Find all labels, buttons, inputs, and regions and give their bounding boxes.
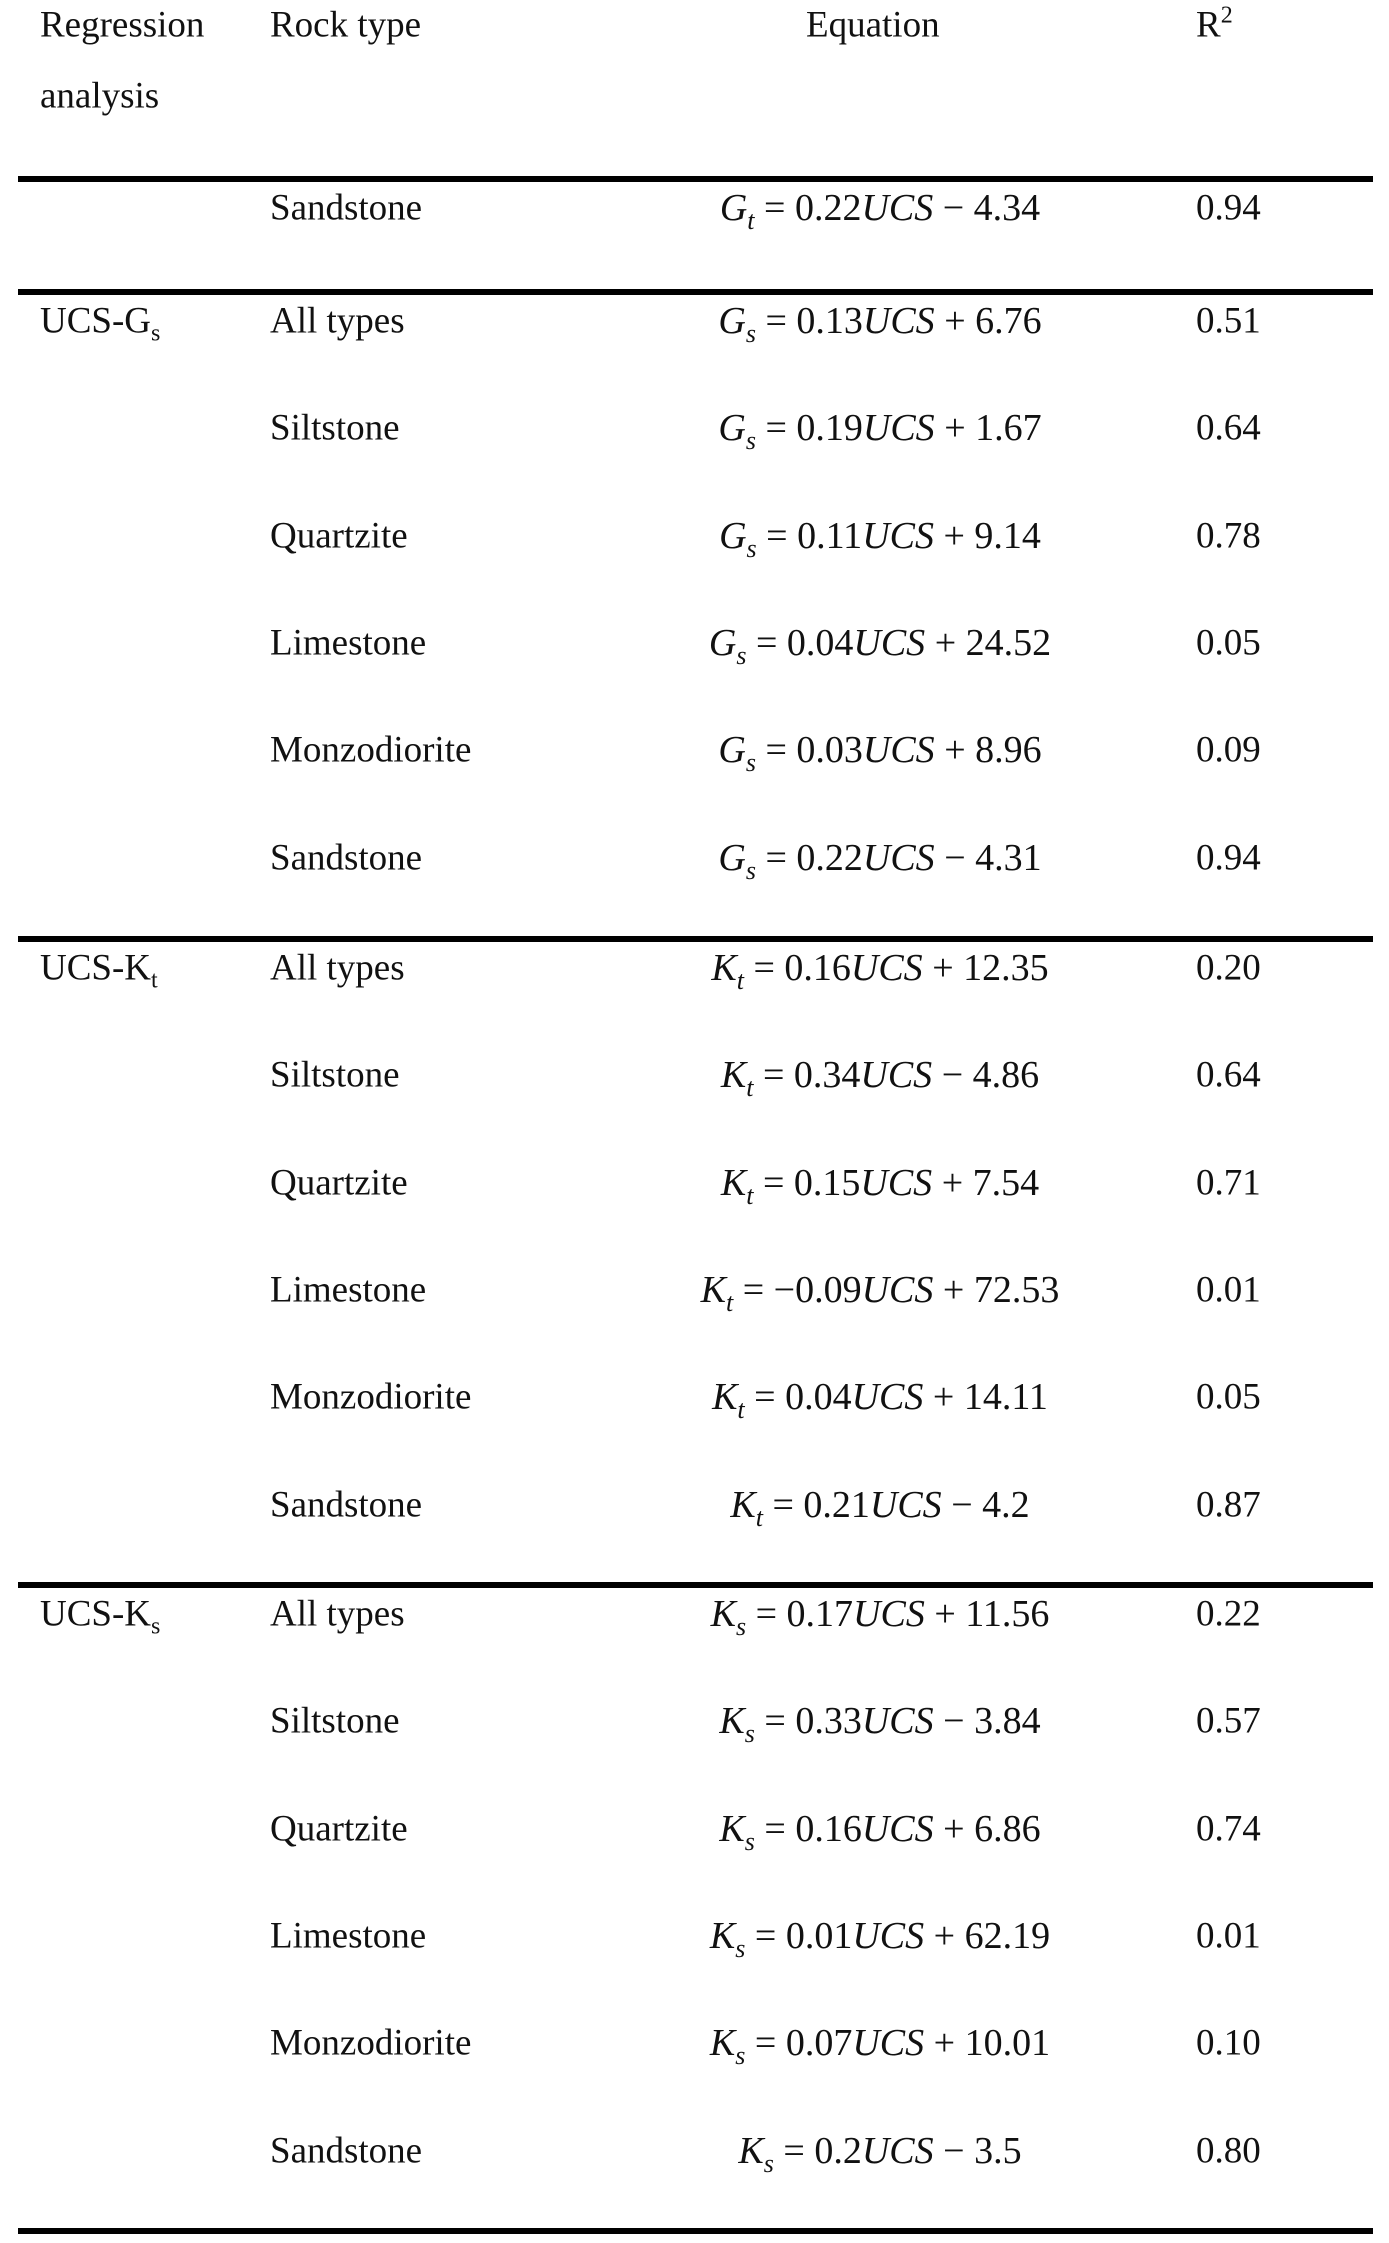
equation-constant: 6.86 — [974, 1807, 1041, 1850]
r2-superscript: 2 — [1220, 2, 1233, 29]
equation-cell: $K_s = 0.17UCS + 11.56$ — [710, 1593, 1050, 1641]
table-bottom-rule — [18, 2228, 1373, 2234]
rock-type-cell: Limestone — [270, 1269, 427, 1311]
label-base: UCS-G — [40, 300, 152, 342]
equation-cell: $G_t = 0.22UCS - 4.34$ — [719, 187, 1041, 235]
r2-cell: 0.80 — [1196, 2130, 1261, 2171]
equation-operator: + — [934, 1593, 956, 1635]
regression-analysis-label — [40, 947, 158, 994]
equation-constant: 4.2 — [982, 1483, 1030, 1526]
header-rock-type: Rock type — [270, 4, 422, 46]
rock-type-cell: Sandstone — [270, 187, 423, 229]
equation-cell: $K_t = 0.34UCS - 4.86$ — [720, 1054, 1040, 1103]
equation-subscript: s — [735, 2041, 746, 2071]
rock-type-cell: Sandstone — [270, 2130, 423, 2171]
label-subscript: s — [151, 320, 161, 347]
equation-operator: + — [932, 947, 954, 989]
equation-ucs-symbol: UCS — [853, 621, 926, 664]
equation-cell: $G_s = 0.22UCS - 4.31$ — [718, 836, 1042, 885]
equation-coefficient: 0.01 — [785, 1914, 853, 1957]
equation-constant: 4.86 — [972, 1054, 1040, 1097]
equation-constant: 12.35 — [963, 947, 1049, 989]
equation-cell: $K_s = 0.2UCS - 3.5$ — [738, 2129, 1022, 2178]
equation-ucs-symbol: UCS — [861, 1268, 934, 1311]
equation-variable: K — [712, 1376, 738, 1419]
equation-cell: $G_s = 0.04UCS + 24.52$ — [708, 621, 1052, 670]
r2-cell: 0.01 — [1196, 1915, 1261, 1957]
r2-cell: 0.51 — [1196, 300, 1261, 342]
rock-type-cell: Quartzite — [270, 1162, 408, 1204]
equation-subscript: s — [744, 1826, 755, 1856]
equation-cell: $G_s = 0.13UCS + 6.76$ — [718, 300, 1042, 348]
equation-variable: G — [708, 621, 737, 664]
equation-subscript: s — [736, 640, 747, 670]
equation-constant: 8.96 — [975, 729, 1042, 772]
rock-type-cell: Sandstone — [270, 1484, 423, 1525]
equation-subscript: t — [755, 1502, 763, 1532]
equation-cell: $K_t = 0.21UCS - 4.2$ — [730, 1483, 1030, 1532]
rock-type-cell: Siltstone — [270, 1700, 400, 1742]
equation-coefficient: 0.17 — [786, 1593, 854, 1635]
label-subscript: s — [151, 1613, 161, 1640]
equation-constant: 6.76 — [975, 300, 1042, 342]
rock-type-cell: Sandstone — [270, 837, 423, 878]
equation-cell: $K_t = 0.04UCS + 14.11$ — [712, 1376, 1048, 1425]
equation-subscript: t — [737, 1395, 745, 1425]
equation-ucs-symbol: UCS — [861, 1700, 934, 1743]
equation-variable: G — [719, 187, 748, 229]
equation-subscript: t — [726, 1287, 734, 1317]
equation-cell: $K_t = 0.15UCS + 7.54$ — [720, 1161, 1040, 1210]
rock-type-cell: Limestone — [270, 622, 427, 664]
equation-coefficient: 0.21 — [803, 1483, 870, 1526]
equation-coefficient: 0.04 — [786, 621, 854, 664]
r2-cell: 0.74 — [1196, 1808, 1261, 1850]
equation-operator: + — [944, 407, 966, 450]
equation-operator: + — [932, 1376, 955, 1419]
r2-cell: 0.10 — [1196, 2022, 1261, 2064]
table-rule — [18, 176, 1373, 182]
equation-coefficient: 0.16 — [784, 947, 851, 989]
equation-ucs-symbol: UCS — [852, 2022, 925, 2065]
equation-variable: K — [711, 947, 737, 989]
equation-operator: + — [943, 514, 965, 557]
r2-cell: 0.71 — [1196, 1162, 1261, 1204]
equation-coefficient: 0.16 — [795, 1807, 862, 1850]
r2-cell: 0.94 — [1196, 187, 1261, 229]
equation-cell: $K_t = 0.16UCS + 12.35$ — [711, 947, 1049, 995]
equation-ucs-symbol: UCS — [851, 1376, 924, 1419]
header-regression-analysis-line1: Regression — [40, 4, 205, 46]
equation-variable: G — [718, 407, 746, 450]
equation-coefficient: −0.09 — [773, 1268, 862, 1311]
rock-type-cell: All types — [270, 1593, 405, 1635]
equation-constant: 1.67 — [975, 407, 1042, 450]
equation-coefficient: 0.34 — [793, 1054, 861, 1097]
equation-coefficient: 0.13 — [796, 300, 863, 342]
equation-ucs-symbol: UCS — [862, 729, 935, 772]
equation-variable: K — [730, 1483, 756, 1526]
equation-variable: K — [720, 1161, 747, 1204]
equation-coefficient: 0.19 — [796, 407, 863, 450]
equation-variable: K — [710, 1593, 736, 1635]
equation-constant: 9.14 — [974, 514, 1041, 557]
r2-cell: 0.78 — [1196, 515, 1261, 557]
r2-cell: 0.05 — [1196, 622, 1261, 664]
equation-operator: − — [942, 187, 965, 229]
equation-operator: + — [933, 1914, 956, 1957]
r2-cell: 0.57 — [1196, 1700, 1261, 1742]
equation-coefficient: 0.22 — [794, 187, 862, 229]
r2-cell: 0.09 — [1196, 729, 1261, 771]
equation-constant: 14.11 — [963, 1376, 1048, 1419]
equation-subscript: s — [735, 1612, 747, 1641]
r2-cell: 0.87 — [1196, 1484, 1261, 1525]
equation-ucs-symbol: UCS — [860, 1161, 933, 1204]
equation-operator: − — [943, 2129, 965, 2172]
equation-variable: K — [738, 2129, 764, 2172]
equation-ucs-symbol: UCS — [861, 2129, 934, 2172]
equation-ucs-symbol: UCS — [852, 1914, 925, 1957]
rock-type-cell: Siltstone — [270, 407, 400, 449]
rock-type-cell: Siltstone — [270, 1054, 400, 1096]
table-rule — [18, 289, 1373, 295]
equation-variable: K — [700, 1268, 727, 1311]
equation-variable: K — [709, 2022, 736, 2065]
equation-coefficient: 0.33 — [795, 1700, 862, 1743]
equation-subscript: t — [746, 1180, 754, 1210]
equation-cell: $K_s = 0.16UCS + 6.86$ — [719, 1807, 1041, 1856]
header-r2 — [1196, 2, 1233, 46]
equation-cell: $K_t = -0.09UCS + 72.53$ — [700, 1268, 1060, 1317]
equation-operator: + — [944, 300, 966, 342]
equation-constant: 10.01 — [964, 2022, 1051, 2065]
equation-variable: K — [720, 1054, 747, 1097]
label-subscript: t — [151, 967, 158, 994]
equation-ucs-symbol: UCS — [850, 947, 923, 989]
equation-subscript: s — [745, 748, 756, 778]
rock-type-cell: All types — [270, 947, 405, 989]
r2-cell: 0.64 — [1196, 407, 1261, 449]
equation-ucs-symbol: UCS — [860, 1054, 933, 1097]
regression-analysis-label — [40, 300, 161, 347]
r2-cell: 0.94 — [1196, 837, 1261, 878]
equation-subscript: s — [744, 1719, 755, 1749]
equation-operator: + — [934, 621, 957, 664]
equation-ucs-symbol: UCS — [861, 1807, 934, 1850]
equation-ucs-symbol: UCS — [862, 407, 935, 450]
equation-variable: K — [709, 1914, 736, 1957]
equation-subscript: s — [745, 319, 756, 348]
equation-constant: 3.5 — [974, 2129, 1022, 2172]
equation-subscript: s — [745, 855, 756, 885]
equation-cell: $G_s = 0.03UCS + 8.96$ — [718, 729, 1042, 778]
equation-coefficient: 0.07 — [785, 2022, 853, 2065]
equation-variable: K — [719, 1807, 745, 1850]
equation-operator: − — [951, 1483, 973, 1526]
equation-coefficient: 0.22 — [796, 836, 863, 879]
rock-type-cell: All types — [270, 300, 405, 342]
equation-ucs-symbol: UCS — [862, 300, 935, 342]
equation-subscript: s — [763, 2148, 774, 2178]
label-base: UCS-K — [40, 947, 152, 989]
equation-variable: G — [718, 300, 746, 342]
equation-coefficient: 0.03 — [796, 729, 863, 772]
header-regression-analysis-line2: analysis — [40, 75, 160, 117]
equation-operator: + — [941, 1161, 964, 1204]
equation-constant: 24.52 — [965, 621, 1052, 664]
equation-operator: + — [933, 2022, 956, 2065]
r2-base: R — [1196, 4, 1221, 46]
equation-cell: $K_s = 0.01UCS + 62.19$ — [709, 1914, 1051, 1963]
equation-operator: + — [943, 1807, 965, 1850]
rock-type-cell: Quartzite — [270, 1808, 408, 1850]
equation-subscript: t — [747, 206, 755, 235]
regression-analysis-label — [40, 1593, 161, 1640]
equation-constant: 4.31 — [975, 836, 1042, 879]
table-rule — [18, 936, 1373, 942]
equation-subscript: s — [746, 533, 757, 563]
rock-type-cell: Monzodiorite — [270, 1376, 472, 1418]
equation-variable: G — [718, 729, 746, 772]
label-base: UCS-K — [40, 1593, 152, 1635]
equation-variable: G — [718, 836, 746, 879]
equation-operator: − — [944, 836, 966, 879]
equation-constant: 72.53 — [973, 1268, 1060, 1311]
r2-cell: 0.22 — [1196, 1593, 1261, 1635]
equation-subscript: t — [736, 966, 744, 995]
equation-variable: G — [719, 514, 747, 557]
equation-constant: 7.54 — [972, 1161, 1040, 1204]
equation-coefficient: 0.04 — [785, 1376, 852, 1419]
r2-cell: 0.20 — [1196, 947, 1261, 989]
equation-operator: − — [941, 1054, 964, 1097]
rock-type-cell: Quartzite — [270, 515, 408, 557]
equation-coefficient: 0.15 — [793, 1161, 861, 1204]
r2-cell: 0.64 — [1196, 1054, 1261, 1096]
equation-ucs-symbol: UCS — [862, 836, 935, 879]
equation-ucs-symbol: UCS — [869, 1483, 942, 1526]
equation-constant: 62.19 — [964, 1914, 1051, 1957]
equation-constant: 11.56 — [965, 1593, 1050, 1635]
r2-cell: 0.01 — [1196, 1269, 1261, 1311]
rock-type-cell: Monzodiorite — [270, 2022, 472, 2064]
equation-cell: $K_s = 0.33UCS - 3.84$ — [719, 1700, 1041, 1749]
rock-type-cell: Monzodiorite — [270, 729, 472, 771]
equation-constant: 3.84 — [974, 1700, 1041, 1743]
header-equation: Equation — [806, 4, 940, 46]
rock-type-cell: Limestone — [270, 1915, 427, 1957]
equation-subscript: t — [746, 1073, 754, 1103]
equation-variable: K — [719, 1700, 745, 1743]
equation-operator: − — [943, 1700, 965, 1743]
equation-coefficient: 0.2 — [814, 2129, 862, 2172]
equation-subscript: s — [745, 426, 756, 456]
equation-operator: + — [944, 729, 966, 772]
equation-coefficient: 0.11 — [797, 514, 863, 557]
equation-cell: $G_s = 0.19UCS + 1.67$ — [718, 407, 1042, 456]
table-rule — [18, 1582, 1373, 1588]
equation-operator: + — [942, 1268, 965, 1311]
equation-cell: $K_s = 0.07UCS + 10.01$ — [709, 2022, 1051, 2071]
equation-constant: 4.34 — [973, 187, 1041, 229]
equation-cell: $G_s = 0.11UCS + 9.14$ — [719, 514, 1041, 563]
r2-cell: 0.05 — [1196, 1376, 1261, 1418]
equation-subscript: s — [735, 1933, 746, 1963]
equation-ucs-symbol: UCS — [861, 187, 934, 229]
equation-ucs-symbol: UCS — [862, 514, 934, 557]
equation-ucs-symbol: UCS — [853, 1593, 925, 1635]
